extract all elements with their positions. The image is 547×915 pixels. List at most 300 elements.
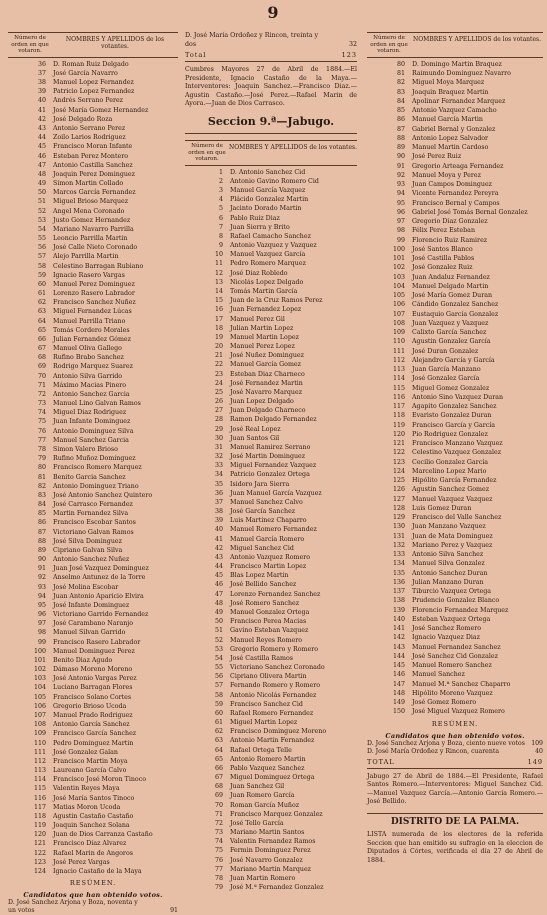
voter-number: 48 xyxy=(214,599,223,607)
voter-row xyxy=(185,837,357,846)
voter-number: 90 xyxy=(37,556,46,564)
voter-number: 118 xyxy=(392,412,405,420)
voter-number: 117 xyxy=(33,803,46,811)
voter-name: Francisco Sanchez Cid xyxy=(230,700,303,708)
voter-number: 59 xyxy=(37,271,46,279)
voter-name: Antonio Sanchez Garcia xyxy=(53,390,130,398)
voter-name: Lorenzo Fernandez Sanchez xyxy=(230,590,321,598)
voter-row xyxy=(8,399,178,408)
voter-row xyxy=(8,225,178,234)
voter-name: Esteban Diaz Charneco xyxy=(230,370,305,378)
voter-number: 140 xyxy=(392,615,405,623)
voter-name: Cipriano Galvan Silva xyxy=(53,546,123,554)
voter-number: 82 xyxy=(37,482,46,490)
voter-name: Antonio Serrano Perez xyxy=(53,124,126,132)
voter-number: 117 xyxy=(392,403,405,411)
voter-row xyxy=(185,681,357,690)
voter-row xyxy=(185,874,357,883)
voter-name: Martin Fernandez Silva xyxy=(53,510,129,518)
voter-name: Gavino Esteban Vazquez xyxy=(230,627,309,635)
voter-row xyxy=(185,415,357,424)
voter-number: 31 xyxy=(214,443,223,451)
voter-name: José Navarro Marquez xyxy=(230,388,303,396)
voter-number: 67 xyxy=(214,774,223,782)
voter-name: Blas Lopez Martin xyxy=(230,572,289,580)
voter-name: Francisco Martin Lopez xyxy=(230,563,307,571)
voter-name: Juan Santos Gil xyxy=(230,434,280,442)
voter-row xyxy=(185,259,357,268)
voter-row xyxy=(185,232,357,241)
voter-name: Manuel Silva Gonzalez xyxy=(412,560,485,568)
voter-row xyxy=(367,106,543,115)
column-3 xyxy=(367,32,543,864)
voter-name: Félix Perez Esteban xyxy=(412,227,475,235)
voter-name: Alejandro García y García xyxy=(412,356,495,364)
voter-number: 69 xyxy=(37,363,46,371)
voter-number: 60 xyxy=(214,709,223,717)
voter-name: José M.ª Fernandez Gonzalez xyxy=(230,884,324,892)
voter-row xyxy=(185,709,357,718)
voter-name: Joaquin Sanchez Solana xyxy=(53,822,130,830)
voter-name: Hipólito García Fernandez xyxy=(412,477,497,485)
voter-number: 95 xyxy=(396,199,405,207)
voter-number: 10 xyxy=(214,251,223,259)
voter-number: 106 xyxy=(33,702,46,710)
voter-number: 55 xyxy=(37,235,46,243)
voter-number: 62 xyxy=(214,728,223,736)
voter-row xyxy=(8,583,178,592)
voter-name: Manuel Gonzalez Ortega xyxy=(230,609,310,616)
voter-number: 1 xyxy=(218,168,223,176)
voter-row xyxy=(185,590,357,599)
voter-number: 76 xyxy=(37,427,46,435)
voter-number: 80 xyxy=(37,464,46,472)
voter-number: 45 xyxy=(37,143,46,151)
voter-name: Manuel Delgado Martin xyxy=(412,282,489,290)
voter-number: 97 xyxy=(396,218,405,226)
candidate-votes: 109 xyxy=(531,739,543,747)
voter-row xyxy=(8,60,178,69)
voter-row xyxy=(8,619,178,628)
voter-number: 145 xyxy=(392,662,405,670)
voter-number: 18 xyxy=(214,324,223,332)
voter-name: Simon Valero Brioso xyxy=(53,446,118,453)
voter-row xyxy=(8,390,178,399)
voter-row xyxy=(367,180,543,189)
voter-name: Francisco Solano Cortes xyxy=(53,693,132,701)
voter-number: 42 xyxy=(37,115,46,123)
voter-number: 50 xyxy=(214,618,223,626)
voter-name: Francisco Dominguez Moreno xyxy=(230,728,327,736)
voter-row xyxy=(8,381,178,390)
signature-paragraph: Jabugo 27 de Abril de 1884.—El Presidente, Rafael Santos Romero.—Interventores: Miguel Sanchez Cid.—Manuel Vazquez García.—Antonio García Romero.—José Bellido. xyxy=(367,772,543,806)
voter-number: 98 xyxy=(396,227,405,235)
voter-name: Ignacio Castaño de la Maya xyxy=(53,867,142,875)
voter-name: Justo Gomez Hernandez xyxy=(53,216,131,224)
voter-row xyxy=(367,707,543,716)
voter-number: 12 xyxy=(214,269,223,277)
voter-row xyxy=(367,263,543,272)
voter-name: José Perez Vargas xyxy=(53,858,110,866)
voter-name: Manuel García Martin xyxy=(412,116,483,124)
voter-number: 107 xyxy=(392,310,405,318)
voter-name: Isidoro Jara Sierra xyxy=(230,480,290,488)
voter-number: 120 xyxy=(392,430,405,438)
voter-number: 59 xyxy=(214,700,223,708)
voter-row xyxy=(8,812,178,821)
voter-row xyxy=(185,791,357,800)
voter-row xyxy=(367,189,543,198)
voter-row xyxy=(367,624,543,633)
voter-number: 77 xyxy=(37,436,46,444)
voter-row xyxy=(8,317,178,326)
voter-number: 93 xyxy=(37,583,46,591)
voter-name: José Castilla Pablos xyxy=(412,255,475,263)
voter-number: 62 xyxy=(37,299,46,307)
voter-number: 23 xyxy=(214,370,223,378)
voter-number: 2 xyxy=(218,177,223,185)
candidates-heading: Candidatos que han obtenido votos. xyxy=(385,731,525,740)
voter-name: Juan de Mata Dominguez xyxy=(412,532,493,540)
voter-name: José Duran Gonzalez xyxy=(412,347,479,355)
voter-number: 40 xyxy=(214,526,223,534)
voter-name: José María Santos Tinoco xyxy=(53,794,135,802)
voter-number: 134 xyxy=(392,560,405,568)
voter-number: 96 xyxy=(37,611,46,619)
voter-name: Nicolás Lopez Delgado xyxy=(230,278,304,286)
voter-number: 8 xyxy=(218,232,223,240)
resumen-heading: RESÚMEN. xyxy=(431,719,479,728)
voter-number: 126 xyxy=(392,486,405,494)
voter-row xyxy=(185,195,357,204)
voter-number: 127 xyxy=(392,495,405,503)
voter-number: 27 xyxy=(214,407,223,415)
voter-name: Pio Rodriguez Gonzalez xyxy=(412,430,488,438)
voter-row xyxy=(8,289,178,298)
voter-row xyxy=(367,88,543,97)
voter-row xyxy=(185,672,357,681)
voter-name: Fernando Romero y Romero xyxy=(230,682,321,690)
voter-row xyxy=(367,606,543,615)
voter-number: 35 xyxy=(214,480,223,488)
voter-name: Calixto García Sanchez xyxy=(412,329,487,337)
voter-name: Marcos García Fernandez xyxy=(53,189,136,197)
voter-name: Antonio Silva Sanchez xyxy=(412,551,484,559)
voter-row xyxy=(185,608,357,617)
voter-row xyxy=(185,333,357,342)
voter-row xyxy=(367,541,543,550)
column-header xyxy=(8,32,178,58)
voter-number: 29 xyxy=(214,425,223,433)
voter-row xyxy=(8,234,178,243)
voter-row xyxy=(185,305,357,314)
voter-number: 128 xyxy=(392,504,405,512)
voter-name: Antonio Sanchez Nuñez xyxy=(53,556,130,564)
voter-row xyxy=(8,87,178,96)
voter-number: 25 xyxy=(214,388,223,396)
voter-number: 98 xyxy=(37,629,46,637)
voter-name: Antonio Silva Garrido xyxy=(53,372,123,380)
voter-row xyxy=(367,661,543,670)
voter-name: Manuel Martin Cardoso xyxy=(412,144,489,152)
voter-name: Francisco del Valle Sanchez xyxy=(412,514,502,522)
voter-row xyxy=(367,171,543,180)
voter-name: Juan José Vazquez Dominguez xyxy=(53,565,149,573)
voter-name: José Sanchez Cid Gonzalez xyxy=(412,652,498,660)
voter-name: Rodrigo Marquez Suarez xyxy=(53,363,133,371)
voter-name: Miguel Brioso Marquez xyxy=(53,198,129,206)
voter-name: Francisco Marquez Gonzalez xyxy=(230,810,323,818)
voter-name: Manuel Silvan Garrido xyxy=(53,629,126,637)
voter-row xyxy=(8,867,178,876)
voter-row xyxy=(185,315,357,324)
voter-name: Roman García Muñoz xyxy=(230,801,300,809)
voter-row xyxy=(185,204,357,213)
candidate-votes: 91 xyxy=(170,907,178,915)
voter-name: José Martin Dominguez xyxy=(230,453,306,461)
voter-number: 9 xyxy=(218,242,223,250)
voter-name: Gregorio Diaz Gonzalez xyxy=(412,218,488,226)
voter-number: 91 xyxy=(396,162,405,170)
voter-number: 83 xyxy=(396,88,405,96)
voter-number: 89 xyxy=(396,144,405,152)
voter-number: 83 xyxy=(37,491,46,499)
voter-number: 102 xyxy=(33,666,46,674)
voter-row xyxy=(8,408,178,417)
voter-number: 88 xyxy=(37,537,46,545)
voter-number: 63 xyxy=(214,737,223,745)
voter-row xyxy=(185,287,357,296)
voter-row xyxy=(367,615,543,624)
voter-number: 43 xyxy=(214,553,223,561)
voter-row xyxy=(8,628,178,637)
voter-row xyxy=(367,143,543,152)
voter-number: 135 xyxy=(392,569,405,577)
voter-name: D. Domingo Martin Braquez xyxy=(412,60,502,68)
voter-row xyxy=(185,351,357,360)
voter-number: 39 xyxy=(214,517,223,525)
voter-row xyxy=(367,448,543,457)
voter-name: Agustin Castaño Castaño xyxy=(53,812,134,820)
voter-row xyxy=(367,587,543,596)
voter-name: Ramon Delgado Fernandez xyxy=(230,416,317,424)
voter-number: 122 xyxy=(33,849,46,857)
voter-number: 136 xyxy=(392,578,405,586)
voter-row xyxy=(185,856,357,865)
voter-name: Manuel Sanchez Garcia xyxy=(53,436,129,444)
voter-name: Manuel Oliva Gallego xyxy=(53,345,122,353)
voter-row xyxy=(8,362,178,371)
voter-name: José Romero Sanchez xyxy=(230,599,300,607)
voter-number: 66 xyxy=(214,764,223,772)
voter-number: 77 xyxy=(214,865,223,873)
voter-row xyxy=(8,500,178,509)
voter-number: 15 xyxy=(214,297,223,305)
voter-name: Francisco Bernal y Campos xyxy=(412,199,500,207)
voter-row xyxy=(8,766,178,775)
voter-row xyxy=(185,654,357,663)
voter-name: José Carrasco Fernandez xyxy=(53,501,133,509)
voter-name: Prudencio Gonzalez Blanco xyxy=(412,597,500,605)
voter-row xyxy=(185,177,357,186)
voter-number: 115 xyxy=(392,384,405,392)
voter-name: Tomás Martin García xyxy=(230,287,298,295)
voter-name: Antonio Nicolás Fernandez xyxy=(230,691,317,699)
voter-name: Florencio Fernandez Marquez xyxy=(412,606,509,614)
voter-number: 130 xyxy=(392,523,405,531)
voter-row xyxy=(367,217,543,226)
voter-number: 131 xyxy=(392,532,405,540)
voter-row xyxy=(185,571,357,580)
voter-row xyxy=(8,115,178,124)
voter-number: 64 xyxy=(214,746,223,754)
voter-number: 47 xyxy=(214,590,223,598)
voter-row xyxy=(8,537,178,546)
voter-name: Simon Martin Collado xyxy=(53,180,124,188)
voter-number: 52 xyxy=(214,636,223,644)
voter-row xyxy=(185,434,357,443)
voter-number: 139 xyxy=(392,606,405,614)
voter-row xyxy=(185,186,357,195)
voter-row xyxy=(185,865,357,874)
voter-number: 50 xyxy=(37,189,46,197)
voter-name: Mariano Navarro Parrilla xyxy=(53,225,134,233)
voter-name: Juan de Dios Carranza Castaño xyxy=(53,831,153,839)
voter-row xyxy=(367,97,543,106)
voter-name: Agustin Sanchez Gomez xyxy=(412,486,490,494)
voter-row xyxy=(367,569,543,578)
voter-number: 97 xyxy=(37,620,46,628)
total-line: TOTAL 149 xyxy=(367,758,543,769)
voter-name: Antonio Vazquez Camacho xyxy=(412,107,497,115)
voter-number: 73 xyxy=(37,400,46,408)
voter-number: 24 xyxy=(214,379,223,387)
voter-row xyxy=(185,819,357,828)
column-header xyxy=(367,32,543,58)
voter-number: 108 xyxy=(33,721,46,729)
voter-row xyxy=(8,784,178,793)
voter-name: Antonio Sino Vazquez Duran xyxy=(412,393,504,401)
voter-number: 114 xyxy=(392,375,405,383)
voter-number: 70 xyxy=(37,372,46,380)
voter-row xyxy=(367,152,543,161)
voter-number: 90 xyxy=(396,153,405,161)
voter-row xyxy=(8,78,178,87)
voter-number: 84 xyxy=(396,97,405,105)
voter-row xyxy=(367,430,543,439)
voter-row xyxy=(8,711,178,720)
list-intro-paragraph: LISTA numerada de los electores de la referida Seccion que han emitido su sufragio en la eleccion de Diputados á Córtes, verificada el dia 27 de Abril de 1884. xyxy=(367,830,543,864)
voter-name: Miguel Moya Marquez xyxy=(412,79,485,87)
voter-name: Antonio Sanchez Duran xyxy=(412,569,488,577)
column-2 xyxy=(185,32,357,892)
voter-row xyxy=(185,746,357,755)
voter-number: 133 xyxy=(392,551,405,559)
voter-row xyxy=(8,592,178,601)
voter-number: 54 xyxy=(37,225,46,233)
voter-name: Antonio Martin Fernandez xyxy=(230,737,315,745)
voter-name: Rafael Ortega Telle xyxy=(230,746,292,754)
voter-name: Miguel Fernandez Vazquez xyxy=(230,462,317,470)
voter-row xyxy=(185,773,357,782)
voter-row xyxy=(367,365,543,374)
voter-row xyxy=(8,463,178,472)
voter-number: 51 xyxy=(214,627,223,635)
voter-name: Francisco José Moron Tinoco xyxy=(53,776,147,784)
voter-row xyxy=(8,427,178,436)
voter-row xyxy=(8,280,178,289)
voter-row xyxy=(8,106,178,115)
voter-number: 53 xyxy=(214,645,223,653)
voter-row xyxy=(8,96,178,105)
voter-name: Rufino Brabo Sanchez xyxy=(53,354,124,362)
voter-name: Joaquin Braquez Martin xyxy=(412,88,489,96)
voter-row xyxy=(367,402,543,411)
voter-name: Joaquin Perez Dominguez xyxy=(53,170,135,178)
voter-number: 99 xyxy=(396,236,405,244)
voter-row xyxy=(367,550,543,559)
voter-row xyxy=(8,353,178,362)
voter-name: Francisco Romero Marquez xyxy=(53,464,142,472)
voter-row xyxy=(367,236,543,245)
voter-row xyxy=(185,736,357,745)
voter-name: Hipólito Moreno Vazquez xyxy=(412,689,493,697)
voter-number: 64 xyxy=(37,317,46,325)
voter-name: Valentin Reyes Maya xyxy=(53,785,120,793)
header-names: NOMBRES Y APELLIDOS de los votantes. xyxy=(229,143,357,151)
voter-row xyxy=(367,522,543,531)
voter-name: Pablo Vazquez Sanchez xyxy=(230,764,305,772)
voter-name: Benito Garcia Sanchez xyxy=(53,473,126,481)
voter-row xyxy=(8,491,178,500)
voter-name: Apolinar Fernandez Marquez xyxy=(412,97,506,105)
resumen-heading: RESÚMEN. xyxy=(69,879,117,888)
voter-number: 22 xyxy=(214,361,223,369)
voter-number: 111 xyxy=(392,347,405,355)
voter-name: José Santos Blanco xyxy=(412,245,473,253)
voter-number: 69 xyxy=(214,792,223,800)
voter-row xyxy=(185,617,357,626)
voter-name: Victoriano Garrido Fernandez xyxy=(53,611,149,619)
voter-name: Francisco Rasero Labrador xyxy=(53,638,141,646)
voter-name: Juan Martin Romero xyxy=(230,874,296,882)
voter-name: Manuel Romero Fernandez xyxy=(230,526,317,534)
voter-number: 119 xyxy=(392,421,405,429)
voter-name: Agustin Gonzalez García xyxy=(412,338,491,346)
voter-row xyxy=(8,729,178,738)
voter-number: 38 xyxy=(214,508,223,516)
voter-number: 56 xyxy=(37,244,46,252)
voter-number: 94 xyxy=(37,592,46,600)
voter-row xyxy=(367,162,543,171)
voter-name: Antonio Romero Martin xyxy=(230,755,306,763)
voter-row xyxy=(367,596,543,605)
voter-name: Manuel Romero Sanchez xyxy=(412,662,492,670)
voter-row xyxy=(185,360,357,369)
voter-name: Zoilo Larios Rodriguez xyxy=(53,134,126,142)
voter-number: 36 xyxy=(214,489,223,497)
voter-row xyxy=(185,553,357,562)
voter-row xyxy=(185,801,357,810)
voter-name: Francisco Escobar Santos xyxy=(53,519,136,527)
voter-number: 26 xyxy=(214,398,223,406)
voter-row xyxy=(367,467,543,476)
voter-name: Francisco Perea Macias xyxy=(230,618,307,626)
voter-number: 94 xyxy=(396,190,405,198)
voter-number: 44 xyxy=(214,563,223,571)
voter-row xyxy=(367,245,543,254)
voter-name: Manuel García Romero xyxy=(230,535,305,543)
